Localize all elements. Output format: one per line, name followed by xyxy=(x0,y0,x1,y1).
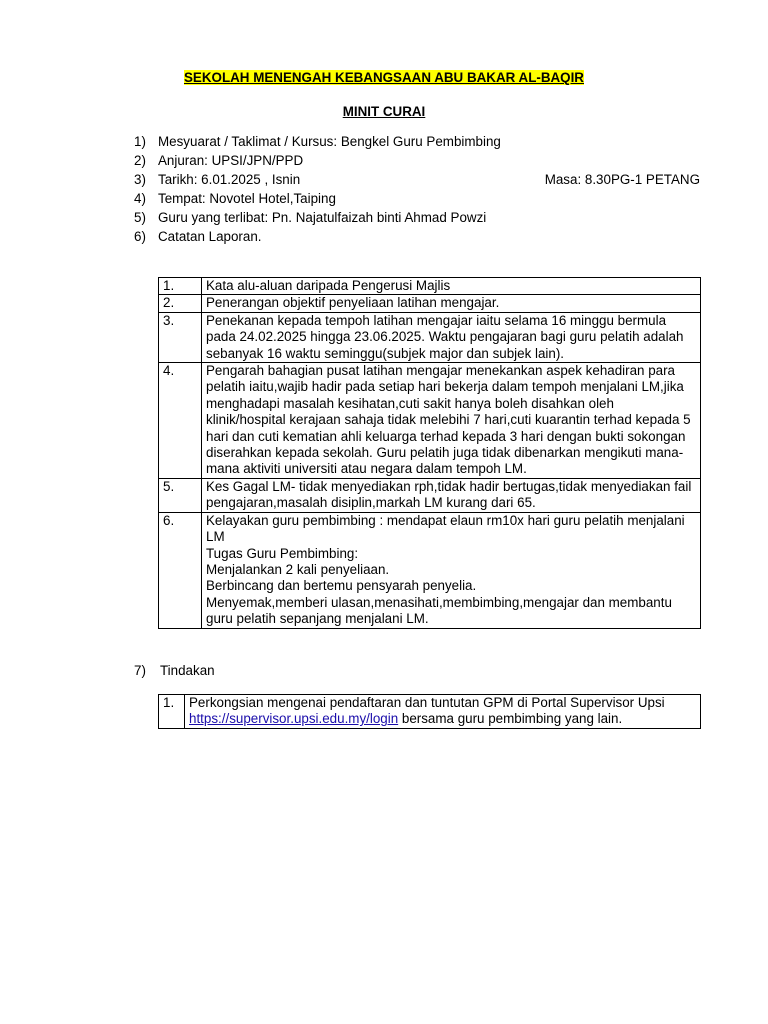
info-item xyxy=(134,190,704,209)
row-number: 3. xyxy=(159,312,202,362)
action-label: Tindakan xyxy=(160,663,215,678)
table-row xyxy=(159,295,701,312)
info-item-number: 1) xyxy=(134,134,146,149)
row-text: Kes Gagal LM- tidak menyediakan rph,tidak hadir bertugas,tidak menyediakan fail pengajaran,masalah disiplin,markah LM kurang dari 65. xyxy=(202,478,701,512)
row-text xyxy=(185,695,701,729)
info-item-number: 3) xyxy=(134,172,146,187)
action-text-before: Perkongsian mengenai pendaftaran dan tuntutan GPM di Portal Supervisor Upsi xyxy=(189,695,665,710)
action-heading xyxy=(134,662,215,679)
row-line: Menjalankan 2 kali penyeliaan. xyxy=(206,561,390,577)
info-item-text: Anjuran: UPSI/JPN/PPD xyxy=(158,153,304,168)
table-row xyxy=(159,695,701,729)
info-item xyxy=(134,133,704,152)
row-text: Kata alu-aluan daripada Pengerusi Majlis xyxy=(202,278,701,295)
row-line: Tugas Guru Pembimbing: xyxy=(206,545,359,561)
table-row xyxy=(159,278,701,295)
row-number: 2. xyxy=(159,295,202,312)
info-item xyxy=(134,209,704,228)
info-item-text: Catatan Laporan. xyxy=(158,229,262,244)
row-line: Menyemak,memberi ulasan,menasihati,membimbing,mengajar dan membantu guru pelatih sepanjang menjalani LM. xyxy=(206,594,672,627)
row-number: 6. xyxy=(159,512,202,628)
info-item xyxy=(134,152,704,171)
info-item-text: Mesyuarat / Taklimat / Kursus: Bengkel Guru Pembimbing xyxy=(158,134,501,149)
row-line: Berbincang dan bertemu pensyarah penyelia. xyxy=(206,578,477,594)
row-number: 5. xyxy=(159,478,202,512)
action-number: 7) xyxy=(134,663,146,678)
info-item-text: Guru yang terlibat: Pn. Najatulfaizah binti Ahmad Powzi xyxy=(158,210,487,225)
info-item-number: 6) xyxy=(134,229,146,244)
document-title: MINIT CURAI xyxy=(342,104,426,119)
row-number: 1. xyxy=(159,695,185,729)
table-row xyxy=(159,363,701,479)
row-text: Penerangan objektif penyeliaan latihan mengajar. xyxy=(202,295,701,312)
row-text: Penekanan kepada tempoh latihan mengajar iaitu selama 16 minggu bermula pada 24.02.2025 hingga 23.06.2025. Waktu pengajaran bagi guru pelatih adalah sebanyak 16 waktu seminggu(subjek major dan subjek lain). xyxy=(202,312,701,362)
info-item-number: 2) xyxy=(134,153,146,168)
school-name xyxy=(0,69,768,86)
row-number: 1. xyxy=(159,278,202,295)
meeting-info-list xyxy=(134,133,704,247)
table-row xyxy=(159,478,701,512)
action-table xyxy=(158,694,701,729)
info-item-text: Tarikh: 6.01.2025 , Isnin xyxy=(158,172,301,187)
action-text-after: bersama guru pembimbing yang lain. xyxy=(398,711,623,727)
table-row xyxy=(159,312,701,362)
row-number: 4. xyxy=(159,363,202,479)
school-name-text: SEKOLAH MENENGAH KEBANGSAAN ABU BAKAR AL-BAQIR xyxy=(184,70,584,85)
row-text: Pengarah bahagian pusat latihan mengajar menekankan aspek kehadiran para pelatih iaitu,wajib hadir pada setiap hari bekerja dalam tempoh menjalani LM,jika menghadapi masalah kesihatan,cuti sakit hanya boleh disahkan oleh klinik/hospital kerajaan sahaja tidak melebihi 7 hari,cuti kuarantin terhad kepada 5 hari dan cuti kematian ahli keluarga terhad kepada 3 hari dengan bukti sokongan diserahkan kepada sekolah. Guru pelatih juga tidak dibenarkan mengikuti mana-mana aktiviti universiti atau negara dalam tempoh LM. xyxy=(202,363,701,479)
supervisor-portal-link[interactable]: https://supervisor.upsi.edu.my/login xyxy=(189,711,399,727)
row-line: Kelayakan guru pembimbing : mendapat elaun rm10x hari guru pelatih menjalani LM xyxy=(206,512,685,545)
info-item xyxy=(134,228,704,247)
table-row xyxy=(159,512,701,628)
info-item-number: 5) xyxy=(134,210,146,225)
meeting-time: Masa: 8.30PG-1 PETANG xyxy=(544,172,700,187)
info-item-text: Tempat: Novotel Hotel,Taiping xyxy=(158,191,336,206)
report-table xyxy=(158,277,701,629)
row-text xyxy=(202,512,701,628)
info-item-number: 4) xyxy=(134,191,146,206)
info-item xyxy=(134,171,704,190)
